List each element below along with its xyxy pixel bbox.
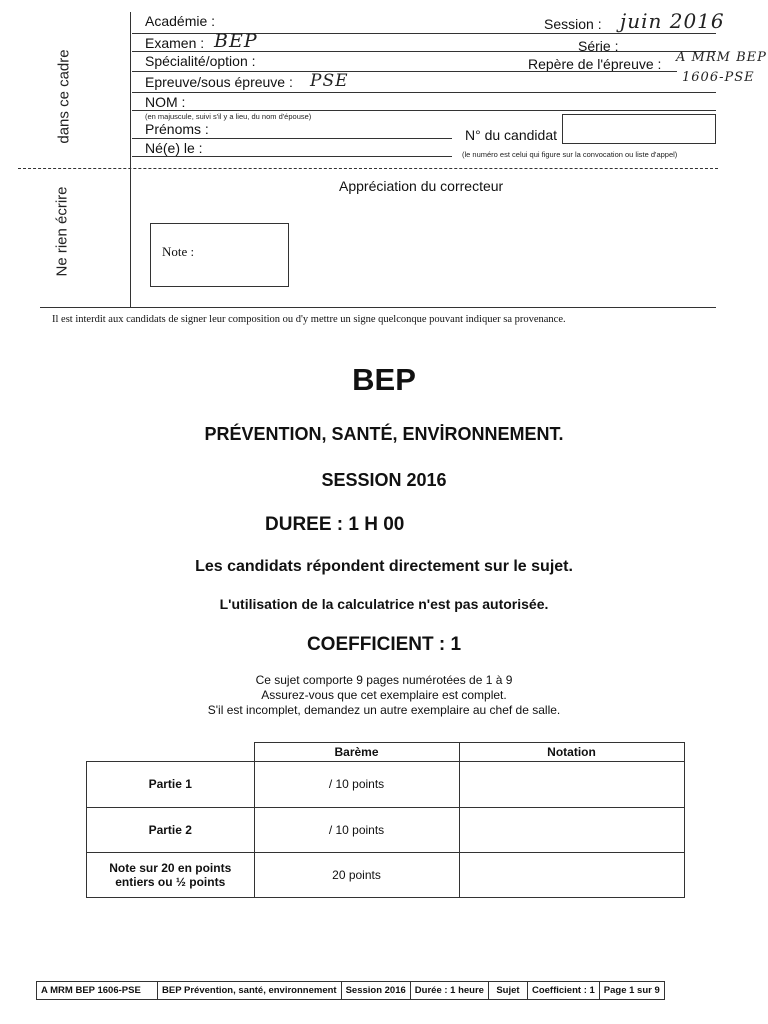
instruction-1: Les candidats répondent directement sur le sujet.	[195, 558, 573, 575]
footer-type: Sujet	[488, 982, 527, 1000]
header-bottom-line	[40, 307, 716, 308]
bareme-table	[86, 742, 685, 898]
footer-page: Page 1 sur 9	[599, 982, 664, 1000]
side-text-bottom: Ne rien écrire	[53, 186, 71, 277]
table-row	[87, 761, 685, 807]
specialite-label: Spécialité/option :	[145, 53, 256, 69]
row-line-4	[132, 92, 716, 93]
row-label: Partie 2	[87, 807, 255, 852]
footer-coefficient: Coefficient : 1	[527, 982, 599, 1000]
epreuve-value: PSE	[310, 71, 349, 91]
coefficient-title: COEFFICIENT : 1	[306, 634, 462, 655]
row-line-2	[132, 51, 716, 52]
row-label: Note sur 20 en points entiers ou ½ points	[87, 852, 255, 897]
session-value: juin 2016	[620, 9, 725, 33]
notation-cell[interactable]	[459, 761, 684, 807]
candidat-label: N° du candidat	[465, 127, 557, 143]
row-points: / 10 points	[254, 807, 459, 852]
side-text-top: dans ce cadre	[55, 49, 73, 144]
row-line-3	[132, 71, 677, 72]
duree-title: DUREE : 1 H 00	[265, 514, 405, 535]
header-left-border	[130, 12, 131, 308]
footer-session: Session 2016	[341, 982, 410, 1000]
empty-header-cell	[87, 743, 255, 762]
footer-table	[36, 981, 665, 1000]
nom-hint: (en majuscule, suivi s'il y a lieu, du nom d'épouse)	[145, 112, 312, 121]
table-row	[87, 807, 685, 852]
examen-label: Examen :	[145, 35, 205, 51]
footer-subject: BEP Prévention, santé, environnement	[158, 982, 342, 1000]
interdit-notice: Il est interdit aux candidats de signer leur composition ou d'y mettre un signe quelconque pouvant indiquer sa provenance.	[52, 314, 566, 325]
notation-header: Notation	[459, 743, 684, 762]
row-points: 20 points	[254, 852, 459, 897]
instruction-2: L'utilisation de la calculatrice n'est pas autorisée.	[219, 596, 549, 612]
candidat-number-box[interactable]	[562, 114, 716, 144]
row-line-6	[132, 138, 452, 139]
repere-value-line1: A MRM BEP	[676, 50, 767, 65]
prenoms-label: Prénoms :	[145, 121, 209, 137]
row-label: Partie 1	[87, 761, 255, 807]
exam-title: BEP	[352, 362, 416, 397]
table-row	[37, 982, 665, 1000]
header-dashed-separator	[18, 168, 718, 169]
table-row	[87, 743, 685, 762]
candidat-hint: (le numéro est celui qui figure sur la convocation ou liste d'appel)	[462, 150, 678, 159]
session-title: SESSION 2016	[321, 470, 447, 490]
note-label: Note :	[162, 244, 195, 259]
footer-code: A MRM BEP 1606-PSE	[37, 982, 158, 1000]
bareme-header: Barème	[254, 743, 459, 762]
academie-label: Académie :	[145, 13, 216, 29]
row-line-7	[132, 156, 452, 157]
session-label: Session :	[544, 16, 602, 32]
info-line-3: S'il est incomplet, demandez un autre exemplaire au chef de salle.	[207, 703, 561, 717]
info-line-1: Ce sujet comporte 9 pages numérotées de 1 à 9	[255, 673, 513, 687]
repere-value-line2: 1606-PSE	[682, 70, 755, 85]
ne-le-label: Né(e) le :	[145, 140, 203, 156]
row-points: / 10 points	[254, 761, 459, 807]
epreuve-label: Epreuve/sous épreuve :	[145, 74, 293, 90]
notation-cell[interactable]	[459, 852, 684, 897]
subject-title: PRÉVENTION, SANTÉ, ENVİRONNEMENT.	[204, 424, 564, 444]
appreciation-label: Appréciation du correcteur	[339, 178, 504, 194]
repere-label: Repère de l'épreuve :	[528, 56, 662, 72]
row-line-5	[132, 110, 716, 111]
examen-value: BEP	[214, 30, 258, 52]
footer-duree: Durée : 1 heure	[410, 982, 488, 1000]
table-row	[87, 852, 685, 897]
info-line-2: Assurez-vous que cet exemplaire est complet.	[261, 688, 507, 702]
serie-label: Série :	[578, 38, 619, 54]
nom-label: NOM :	[145, 94, 186, 110]
notation-cell[interactable]	[459, 807, 684, 852]
